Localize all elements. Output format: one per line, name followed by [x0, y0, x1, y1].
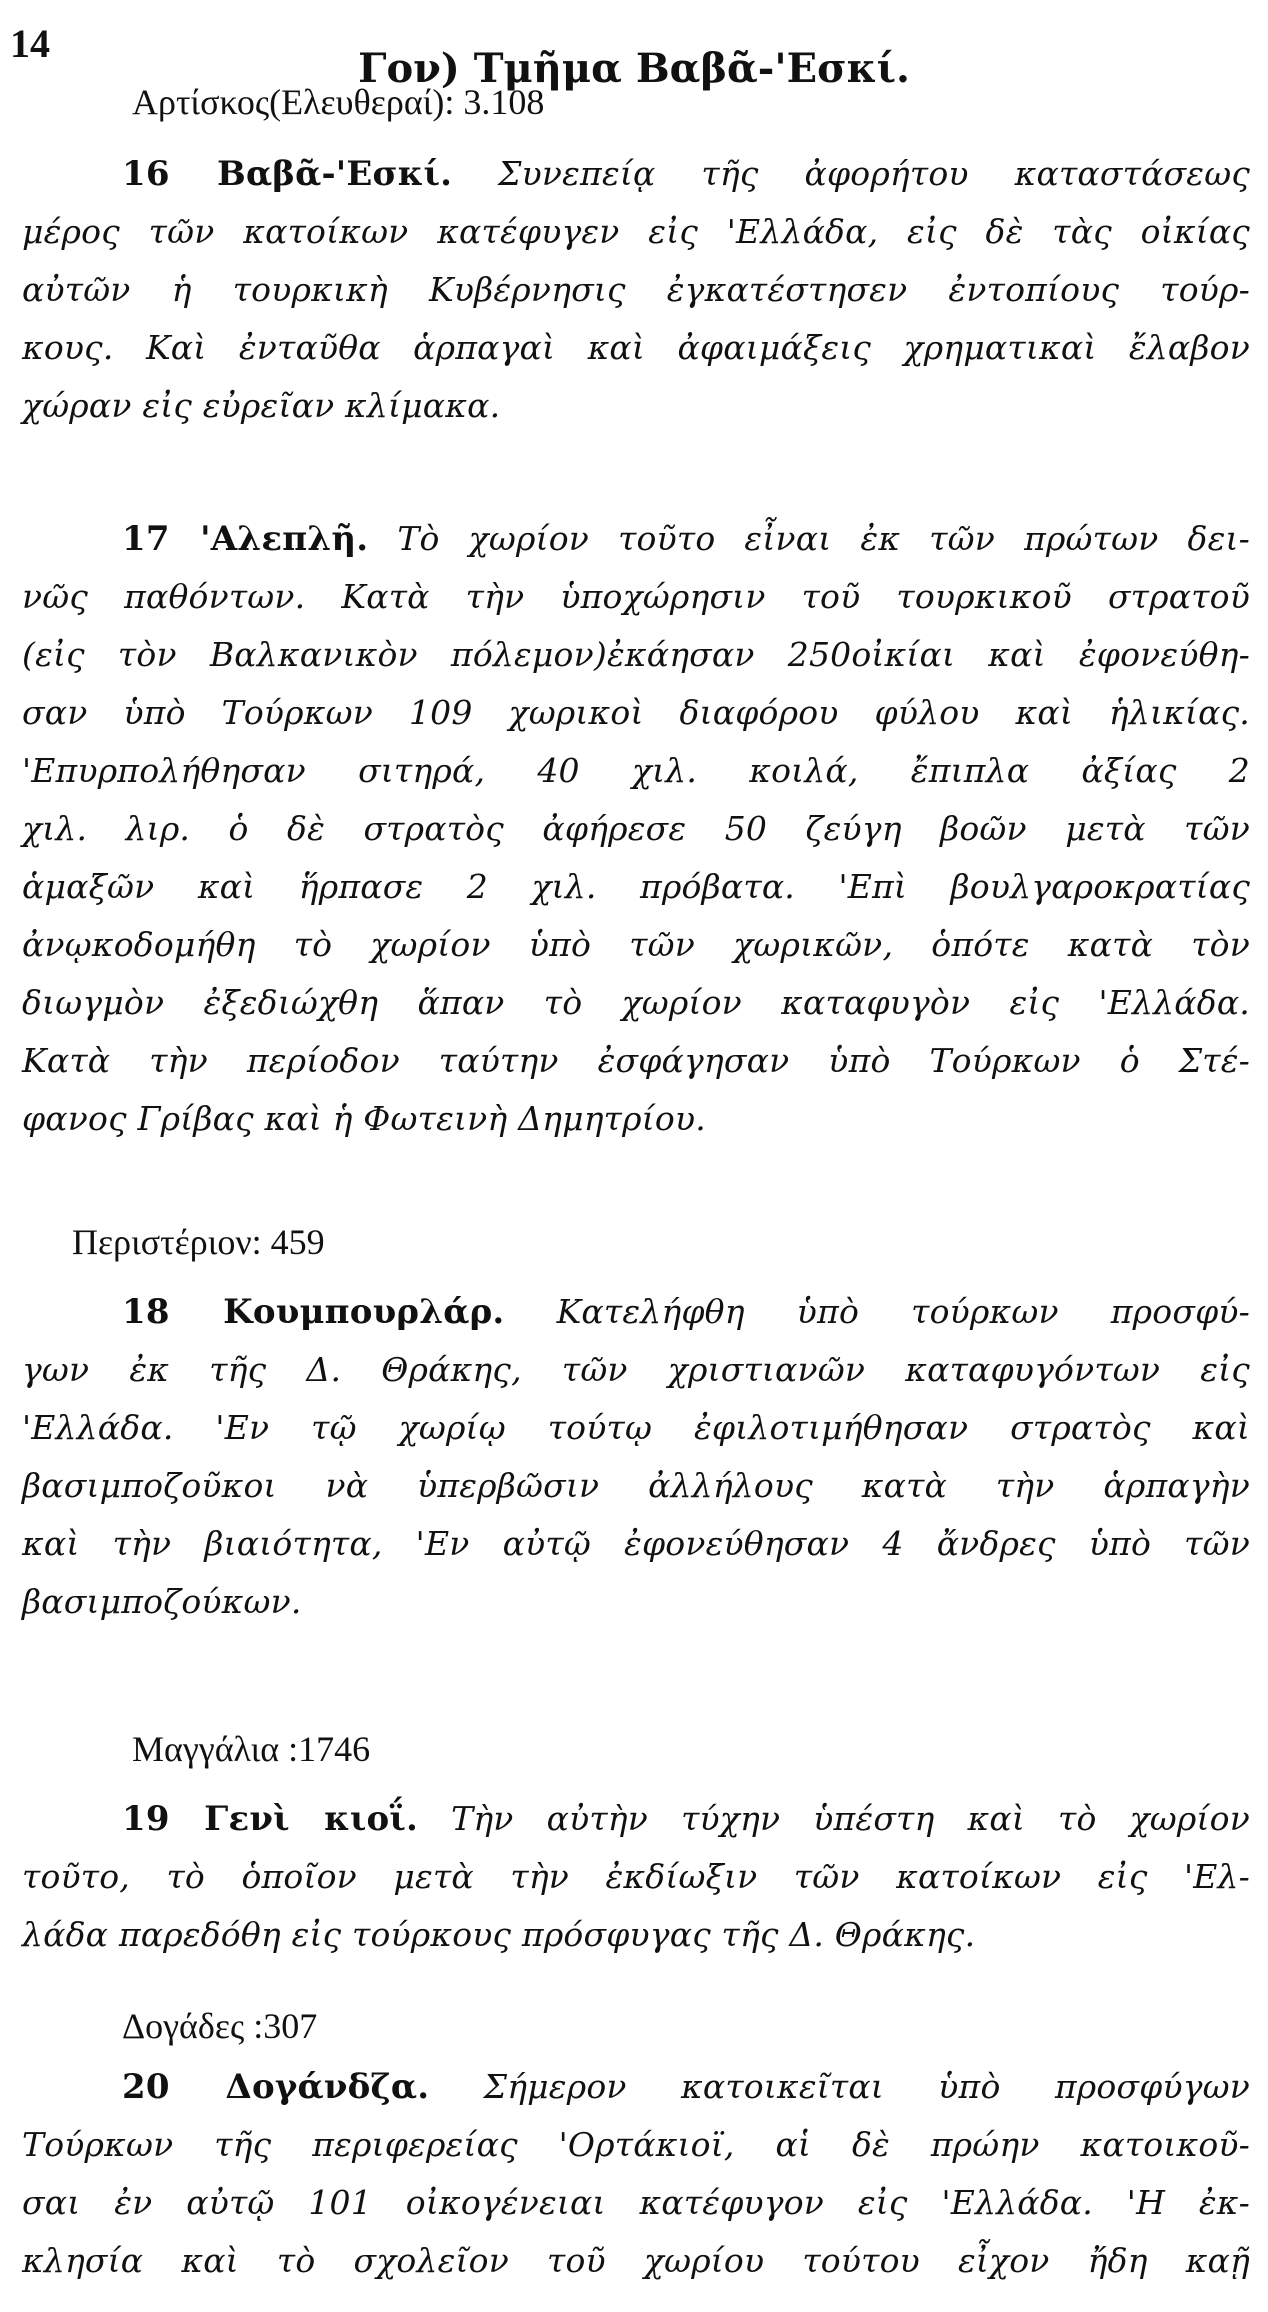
entry-line: χιλ. λιρ. ὁ δὲ στρατὸς ἀφήρεσε 50 ζεύγη βοῶν μετὰ τῶν [22, 809, 1250, 848]
entry-line: καὶ τὴν βιαιότητα, 'Εν αὐτῷ ἐφονεύθησαν 4 ἄνδρες ὑπὸ τῶν [22, 1524, 1250, 1563]
entry-line: κλησία καὶ τὸ σχολεῖον τοῦ χωρίου τούτου εἶχον ἤδη καῇ [22, 2241, 1250, 2280]
entry-line: ἁμαξῶν καὶ ἥρπασε 2 χιλ. πρόβατα. 'Επὶ βουλγαροκρατίας [22, 867, 1250, 906]
entry-line: βασιμποζούκων. [22, 1582, 302, 1621]
entry-line: 20 Δογάνδζα. Σήμερον κατοικεῖται ὑπὸ προσφύγων [122, 2067, 1250, 2107]
entry-17 [22, 510, 1250, 1148]
entry-line: φανος Γρίβας καὶ ἡ Φωτεινὴ Δημητρίου. [22, 1099, 706, 1138]
entry-line: Τούρκων τῆς περιφερείας 'Ορτάκιοϊ, αἱ δὲ πρώην κατοικοῦ- [22, 2125, 1250, 2164]
entry-line: (εἰς τὸν Βαλκανικὸν πόλεμον)ἐκάησαν 250οἰκίαι καὶ ἐφονεύθη- [22, 635, 1250, 674]
entry-number-title: 20 Δογάνδζα. [122, 2067, 430, 2107]
entry-line: λάδα παρεδόθη εἰς τούρκους πρόσφυγας τῆς Δ. Θράκης. [22, 1915, 976, 1954]
entry-line: διωγμὸν ἐξεδιώχθη ἅπαν τὸ χωρίον καταφυγὸν εἰς 'Ελλάδα. [22, 983, 1250, 1022]
entry-line: 'Ελλάδα. 'Εν τῷ χωρίῳ τούτῳ ἐφιλοτιμήθησαν στρατὸς καὶ [22, 1408, 1250, 1447]
entry-line: σαι ἐν αὐτῷ 101 οἰκογένειαι κατέφυγον εἰς 'Ελλάδα. 'Η ἐκ- [22, 2183, 1250, 2222]
entry-line: 17 'Αλεπλῆ. Τὸ χωρίον τοῦτο εἶναι ἐκ τῶν πρώτων δει- [122, 519, 1250, 559]
place-label-peristerion: Περιστέριον: 459 [72, 1222, 325, 1262]
page-number: 14 [10, 21, 50, 66]
entry-line: σαν ὑπὸ Τούρκων 109 χωρικοὶ διαφόρου φύλου καὶ ἡλικίας. [22, 693, 1250, 732]
entry-19 [22, 1790, 1250, 1964]
entry-line: Κατὰ τὴν περίοδον ταύτην ἐσφάγησαν ὑπὸ Τούρκων ὁ Στέ- [22, 1041, 1250, 1080]
entry-line: γων ἐκ τῆς Δ. Θράκης, τῶν χριστιανῶν καταφυγόντων εἰς [22, 1350, 1250, 1389]
entry-line: 19 Γενὶ κιοΐ. Τὴν αὐτὴν τύχην ὑπέστη καὶ τὸ χωρίον [122, 1799, 1250, 1839]
entry-18 [22, 1283, 1250, 1631]
entry-20 [22, 2058, 1250, 2290]
place-label-artiskos: Αρτίσκος(Ελευθεραί): 3.108 [132, 82, 545, 122]
entry-line: τοῦτο, τὸ ὁποῖον μετὰ τὴν ἐκδίωξιν τῶν κατοίκων εἰς 'Ελ- [22, 1857, 1250, 1896]
place-label-dogades: Δογάδες :307 [122, 2006, 318, 2046]
entry-line: χώραν εἰς εὐρεῖαν κλίμακα. [22, 386, 501, 425]
entry-number-title: 16 Βαβᾶ-'Εσκί. [122, 154, 453, 194]
entry-16 [22, 145, 1250, 435]
entry-number-title: 19 Γενὶ κιοΐ. [122, 1799, 419, 1839]
entry-line: κους. Καὶ ἐνταῦθα ἁρπαγαὶ καὶ ἀφαιμάξεις χρηματικαὶ ἔλαβον [22, 328, 1250, 367]
entry-line: βασιμποζοῦκοι νὰ ὑπερβῶσιν ἀλλήλους κατὰ τὴν ἁρπαγὴν [22, 1466, 1250, 1505]
place-label-maggalia: Μαγγάλια :1746 [132, 1729, 371, 1769]
entry-line: νῶς παθόντων. Κατὰ τὴν ὑποχώρησιν τοῦ τουρκικοῦ στρατοῦ [22, 577, 1250, 616]
entry-line: ἀνῳκοδομήθη τὸ χωρίον ὑπὸ τῶν χωρικῶν, ὁπότε κατὰ τὸν [22, 925, 1250, 964]
entry-line: 18 Κουμπουρλάρ. Κατελήφθη ὑπὸ τούρκων προσφύ- [122, 1292, 1250, 1332]
entry-line: 16 Βαβᾶ-'Εσκί. Συνεπείᾳ τῆς ἀφορήτου καταστάσεως [122, 154, 1250, 194]
entry-number-title: 17 'Αλεπλῆ. [122, 519, 369, 559]
entry-number-title: 18 Κουμπουρλάρ. [122, 1292, 505, 1332]
entry-line: αὐτῶν ἡ τουρκικὴ Κυβέρνησις ἐγκατέστησεν ἐντοπίους τούρ- [22, 270, 1250, 309]
section-header: Γον) Τμῆμα Βαβᾶ-'Εσκί. [358, 45, 910, 92]
entry-line: 'Επυρπολήθησαν σιτηρά, 40 χιλ. κοιλά, ἔπιπλα ἀξίας 2 [22, 751, 1250, 790]
entry-line: μέρος τῶν κατοίκων κατέφυγεν εἰς 'Ελλάδα, εἰς δὲ τὰς οἰκίας [22, 212, 1250, 251]
